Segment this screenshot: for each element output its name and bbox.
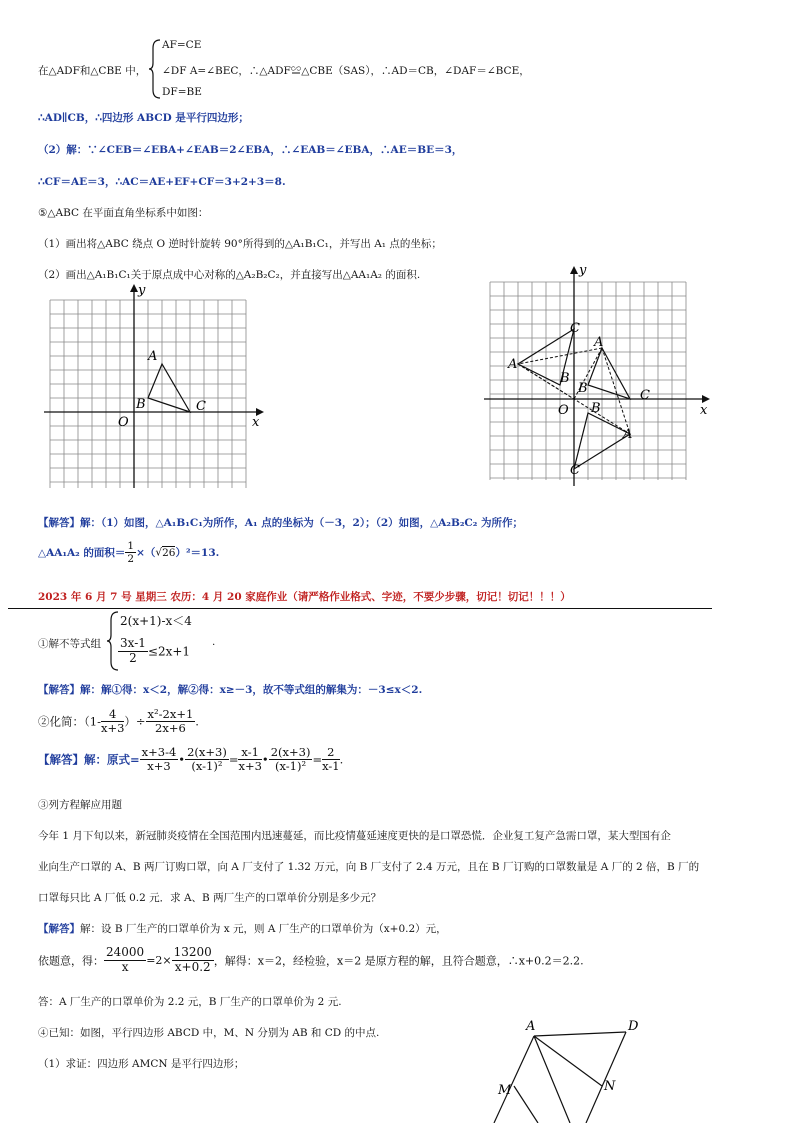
- eq-f1-den: x: [121, 959, 129, 974]
- point-a-label: A: [594, 335, 604, 350]
- frac-e-num: 2: [322, 746, 340, 760]
- area-line: [38, 540, 219, 565]
- triangle-abc: [588, 348, 630, 399]
- half-num: 1: [127, 540, 135, 552]
- q3-title: ③列方程解应用题: [38, 799, 122, 811]
- point-c-label: C: [196, 399, 206, 414]
- origin-label: O: [558, 403, 569, 418]
- q2-line: [38, 708, 199, 735]
- sqrt-sign: √26: [155, 546, 176, 559]
- answer3-line: [38, 921, 447, 936]
- answer-tag: 【解答】: [38, 517, 80, 529]
- frac-a-num: x+3-4: [141, 745, 177, 759]
- sqrt-value: 26: [162, 546, 176, 559]
- answer3-text: 解：设 B 厂生产的口罩单价为 x 元，则 A 厂生产的口罩单价为（x+0.2）元，: [80, 923, 447, 935]
- system-line-1: AF=CE: [162, 39, 202, 51]
- q3-paragraph-3: 口罩每只比 A 厂低 0.2 元．求 A、B 两厂生产的口罩单价分别是多少元？: [38, 892, 382, 904]
- answer5-text: 解：（1）如图，△A₁B₁C₁为所作，A₁ 点的坐标为（－3，2）；（2）如图，△A₂B₂C₂ 为所作；: [80, 517, 524, 529]
- q4-part1: （1）求证：四边形 AMCN 是平行四边形；: [38, 1058, 245, 1070]
- point-c2-label: C: [570, 463, 580, 478]
- point-b-label: B: [578, 381, 588, 396]
- point-a1-label: A: [508, 357, 518, 372]
- x-label: x: [700, 403, 708, 418]
- answer-tag: 【解答】: [38, 923, 80, 935]
- point-b1-label: B: [560, 371, 570, 386]
- q1-inequality-1: 2(x+1)-x＜4: [120, 614, 192, 628]
- q1-end: .: [212, 636, 216, 648]
- area-mid: ×（: [136, 547, 156, 560]
- eq-f1-num: 24000: [106, 945, 145, 959]
- y-label: y: [138, 283, 146, 298]
- q5-part2: （2）画出△A₁B₁C₁关于原点成中心对称的△A₂B₂C₂，并直接写出△AA₁A₂ 的面积.: [38, 269, 421, 281]
- q3-paragraph-1: 今年 1 月下旬以来，新冠肺炎疫情在全国范围内迅速蔓延，而比疫情蔓延速度更快的是口罩恐慌．企业复工复产急需口罩，某大型国有企: [38, 830, 671, 842]
- frac-e-den: x-1: [322, 759, 340, 774]
- frac-d-den: (x-1)²: [275, 759, 307, 774]
- parallelogram-figure: [490, 1014, 650, 1123]
- point-m-label: M: [498, 1083, 512, 1098]
- answer-tag: 【解答】: [38, 684, 80, 696]
- area-end: ）²＝13.: [175, 547, 220, 560]
- point-b-label: B: [136, 397, 146, 412]
- point-d-label: D: [628, 1019, 639, 1034]
- half-den: 2: [127, 553, 135, 566]
- answer2-line: 【解答】解：原式= $\frac{x+3-4}{x+3}$ • $\frac{2(x+3)}{\text{(x-1)²}}$ = $\frac{x-1}{x+3}$ • $\frac{2(x+3)}{\text{(x-1)²}}$ = $\frac{2}{x-1}$ .: [38, 745, 344, 774]
- q2-f2-den: 2x+6: [155, 721, 186, 736]
- q2-label: ②化简：（1-: [38, 714, 101, 729]
- q2-end: .: [195, 714, 199, 729]
- cf-line: ∴CF＝AE＝3，∴AC＝AE+EF+CF＝3+2+3＝8.: [38, 176, 286, 188]
- answer1-line: [38, 682, 422, 697]
- triangle-abc: [148, 364, 190, 412]
- point-a-label: A: [148, 349, 158, 364]
- homework-header: 2023 年 6 月 7 号 星期三 农历：4 月 20 家庭作业（请严格作业格式、字迹，不要少步骤，切记！切记！！！）: [38, 591, 571, 603]
- p1-prefix: 在△ADF和△CBE 中，: [38, 65, 147, 77]
- system-line-3: DF=BE: [162, 86, 202, 98]
- frac-a-den: x+3: [147, 759, 171, 774]
- system-line-2: ∠DF A=∠BEC，∴△ADF≌△CBE（SAS），∴AD＝CB，∠DAF＝∠BCE，: [162, 65, 530, 77]
- answer-tag: 【解答】: [38, 752, 84, 767]
- eq-after: ，解得：x＝2，经检验，x＝2 是原方程的解，且符合题意，∴x+0.2＝2.2.: [213, 954, 584, 968]
- origin-label: O: [118, 415, 129, 430]
- eq-mid: =2×: [146, 953, 172, 967]
- q5-title: ⑤△ABC 在平面直角坐标系中如图：: [38, 207, 209, 219]
- q1-inequality-2: [118, 637, 190, 666]
- q2-f2-num: x²-2x+1: [147, 707, 194, 721]
- y-label: y: [579, 263, 587, 278]
- parallel-line: ∴AD∥CB，∴四边形 ABCD 是平行四边形；: [38, 112, 249, 124]
- q1-num: 3x-1: [120, 636, 146, 650]
- point-c-label: C: [640, 388, 650, 403]
- part2-line: （2）解：∵∠CEB＝∠EBA+∠EAB＝2∠EBA，∴∠EAB＝∠EBA，∴AE＝BE＝3，: [38, 144, 463, 156]
- q1-rhs: ≤2x+1: [147, 644, 191, 659]
- x-label: x: [252, 415, 260, 430]
- frac-d-num: 2(x+3): [270, 745, 311, 759]
- answer3-final: 答：A 厂生产的口罩单价为 2.2 元，B 厂生产的口罩单价为 2 元.: [38, 996, 342, 1008]
- area-prefix: △AA₁A₂ 的面积＝: [38, 547, 126, 560]
- q2-mid: ）÷: [124, 714, 146, 729]
- answer2-pre: 解：原式=: [84, 752, 140, 767]
- frac-c-den: x+3: [238, 759, 262, 774]
- q2-f1-num: 4: [101, 708, 124, 722]
- answer3-equation: [38, 946, 584, 975]
- q4-title: ④已知：如图，平行四边形 ABCD 中，M、N 分别为 AB 和 CD 的中点.: [38, 1027, 380, 1039]
- frac-b-num: 2(x+3): [187, 745, 227, 759]
- answer1-text: 解：解①得：x＜2，解②得：x≥－3，故不等式组的解集为：－3≤x＜2.: [80, 684, 423, 696]
- point-c1-label: C: [570, 321, 580, 336]
- point-a2-label: A: [623, 427, 633, 442]
- grid-figure-left: [40, 282, 270, 492]
- eq-f2-den: x+0.2: [174, 959, 211, 974]
- system-brace: [148, 38, 162, 100]
- answer5-line: [38, 515, 523, 530]
- q1-label: ①解不等式组: [38, 638, 101, 650]
- frac-c-num: x-1: [238, 746, 261, 760]
- q5-part1: （1）画出将△ABC 绕点 O 逆时针旋转 90°所得到的△A₁B₁C₁，并写出 A₁ 点的坐标；: [38, 238, 442, 250]
- q3-paragraph-2: 业向生产口罩的 A、B 两厂订购口罩，向 A 厂支付了 1.32 万元，向 B 厂支付了 2.4 万元，且在 B 厂订购的口罩数量是 A 厂的 2 倍，B 厂的: [38, 861, 700, 873]
- frac-b-den: (x-1)²: [191, 759, 223, 774]
- point-a-label: A: [526, 1019, 536, 1034]
- grid-figure-right: [480, 262, 720, 492]
- eq-f2-num: 13200: [173, 945, 212, 959]
- q1-den: 2: [129, 650, 137, 665]
- point-n-label: N: [604, 1079, 616, 1094]
- divider: [8, 608, 712, 609]
- eq-prefix: 依题意，得：: [38, 954, 104, 968]
- point-b2-label: B: [591, 401, 601, 416]
- q2-f1-den: x+3: [100, 721, 125, 736]
